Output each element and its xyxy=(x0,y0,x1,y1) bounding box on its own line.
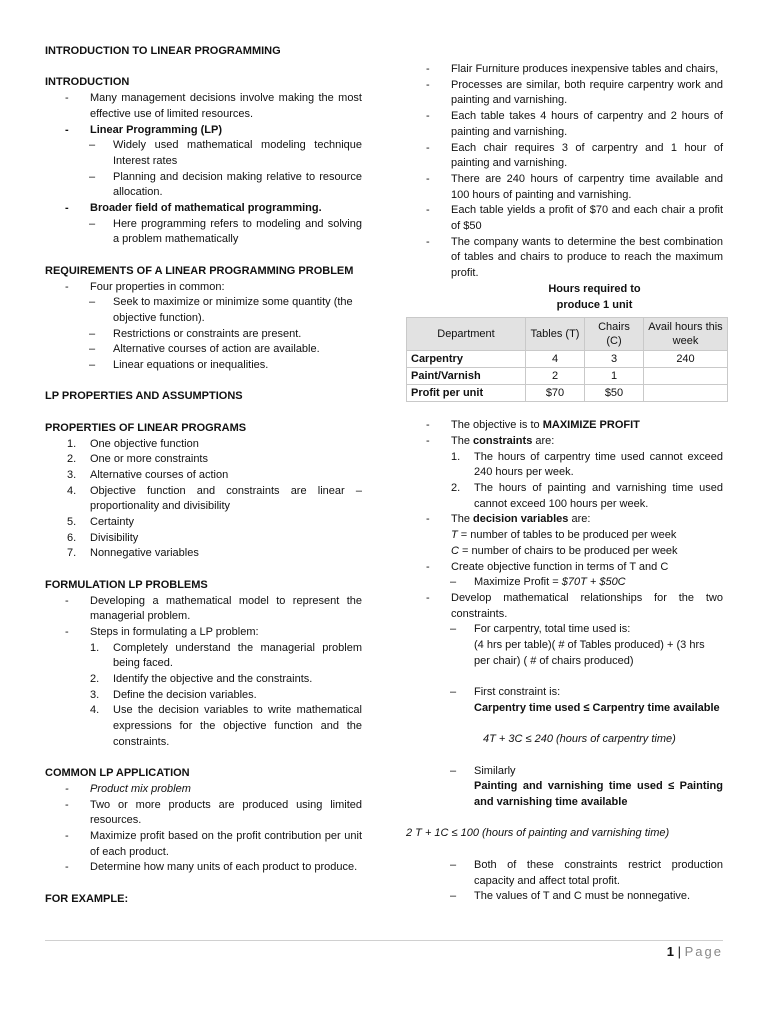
list-item: – Here programming refers to modeling and solving a problem mathematically xyxy=(89,217,362,246)
list-item: - Steps in formulating a LP problem: xyxy=(65,625,259,638)
table-cell xyxy=(644,385,728,402)
list-item: – First constraint is: xyxy=(450,686,561,699)
carpentry-equation: 4T + 3C ≤ 240 (hours of carpentry time) xyxy=(483,733,676,746)
list-item: 2. The hours of painting and varnishing time used cannot exceed 100 hours per week. xyxy=(451,482,723,510)
requirements-heading: REQUIREMENTS OF A LINEAR PROGRAMMING PROBLEM xyxy=(45,264,354,277)
list-item: - The company wants to determine the best combination of tables and chairs to produce to reach the maximum profit. xyxy=(426,235,723,280)
list-item: - Product mix problem xyxy=(65,782,191,795)
list-item: - Many management decisions involve making the most effective use of limited resources. xyxy=(65,92,362,120)
list-item: - Linear Programming (LP) xyxy=(65,123,223,136)
list-item: 6. Divisibility xyxy=(67,531,139,544)
list-item: – Both of these constraints restrict production capacity and affect total profit. xyxy=(450,858,723,887)
table-header-row xyxy=(407,318,728,351)
table-cell: 240 xyxy=(644,351,728,368)
list-item: – Alternative courses of action are available. xyxy=(89,343,320,356)
example-heading: FOR EXAMPLE: xyxy=(45,892,129,905)
department-hours-table xyxy=(406,317,728,402)
table-cell: Profit per unit xyxy=(407,385,526,402)
list-item: – Maximize Profit = $70T + $50C xyxy=(450,576,626,589)
list-item: 4. Objective function and constraints are linear – proportionality and divisibility xyxy=(67,484,362,513)
list-item: - Create objective function in terms of T and C xyxy=(426,560,669,573)
list-item: - Develop mathematical relationships for the two constraints. xyxy=(426,591,723,620)
list-item: - Each chair requires 3 of carpentry and 1 hour of painting and varnishing. xyxy=(426,141,723,170)
table-cell: 1 xyxy=(585,368,644,385)
table-cell: $50 xyxy=(585,385,644,402)
list-item: - The constraints are: xyxy=(426,434,555,447)
document-title: INTRODUCTION TO LINEAR PROGRAMMING xyxy=(45,45,281,57)
list-item: - Processes are similar, both require carpentry work and painting and varnishing. xyxy=(426,78,723,107)
table-caption-line-1: Hours required to xyxy=(548,282,641,295)
table-header-cell: Department xyxy=(407,318,526,351)
list-item: 1. Completely understand the managerial problem being faced. xyxy=(90,641,362,670)
list-item: - Developing a mathematical model to represent the managerial problem. xyxy=(65,594,362,623)
table-row xyxy=(407,351,728,368)
first-constraint-statement: Carpentry time used ≤ Carpentry time available xyxy=(474,701,720,714)
list-item: - Each table takes 4 hours of carpentry and 2 hours of painting and varnishing. xyxy=(426,110,723,138)
list-item: - Four properties in common: xyxy=(65,280,225,293)
painting-equation: 2 T + 1C ≤ 100 (hours of painting and varnishing time) xyxy=(406,827,670,840)
properties-assumptions-heading: LP PROPERTIES AND ASSUMPTIONS xyxy=(45,390,243,403)
list-item: – Similarly xyxy=(450,764,516,777)
carpentry-formula: (4 hrs per table)( # of Tables produced) + (3 hrs per chair) ( # of chairs produced) xyxy=(474,639,705,667)
list-item: - There are 240 hours of carpentry time available and 100 hours of painting and varnishing. xyxy=(426,172,723,201)
list-item: 7. Nonnegative variables xyxy=(67,547,199,560)
list-item: - The objective is to MAXIMIZE PROFIT xyxy=(426,419,640,432)
table-caption-line-2: produce 1 unit xyxy=(556,298,633,311)
table-cell: 4 xyxy=(526,351,585,368)
list-item: 4. Use the decision variables to write mathematical expressions for the objective function and the constraints. xyxy=(90,704,362,748)
list-item: - Determine how many units of each product to produce. xyxy=(65,861,358,874)
table-cell: $70 xyxy=(526,385,585,402)
page-number: 1 | Page xyxy=(666,944,723,959)
list-item: 1. One objective function xyxy=(67,437,199,450)
list-item: 2. Identify the objective and the constraints. xyxy=(90,673,313,686)
intro-heading: INTRODUCTION xyxy=(45,76,130,89)
table-row xyxy=(407,385,728,402)
left-column xyxy=(45,44,362,908)
variable-definition: C = number of chairs to be produced per week xyxy=(451,544,678,557)
common-application-heading: COMMON LP APPLICATION xyxy=(45,767,190,780)
list-item: – Widely used mathematical modeling technique Interest rates xyxy=(89,139,362,167)
list-item: – Linear equations or inequalities. xyxy=(89,359,269,372)
table-cell: Carpentry xyxy=(407,351,526,368)
list-item: 3. Define the decision variables. xyxy=(90,688,257,701)
list-item: - Each table yields a profit of $70 and each chair a profit of $50 xyxy=(426,204,723,233)
list-item: – Restrictions or constraints are present. xyxy=(89,327,302,340)
properties-heading: PROPERTIES OF LINEAR PROGRAMS xyxy=(45,421,247,434)
table-header-cell: Chairs (C) xyxy=(585,318,644,351)
table-cell xyxy=(644,368,728,385)
table-header-cell: Tables (T) xyxy=(526,318,585,351)
formulation-heading: FORMULATION LP PROBLEMS xyxy=(45,578,208,591)
table-row xyxy=(407,368,728,385)
table-cell: 3 xyxy=(585,351,644,368)
list-item: 5. Certainty xyxy=(67,516,135,529)
list-item: – Seek to maximize or minimize some quantity (the objective function). xyxy=(89,296,353,324)
list-item: 2. One or more constraints xyxy=(67,453,208,466)
list-item: - Flair Furniture produces inexpensive tables and chairs, xyxy=(426,63,719,75)
second-constraint-statement: Painting and varnishing time used ≤ Painting and varnishing time available xyxy=(474,780,723,809)
list-item: - Broader field of mathematical programming. xyxy=(65,202,322,215)
list-item: 3. Alternative courses of action xyxy=(67,468,229,481)
list-item: 1. The hours of carpentry time used cannot exceed 240 hours per week. xyxy=(451,450,723,479)
table-header-cell: Avail hours this week xyxy=(644,318,728,351)
list-item: - Two or more products are produced using limited resources. xyxy=(65,798,362,827)
list-item: – Planning and decision making relative to resource allocation. xyxy=(89,170,362,199)
list-item: - The decision variables are: xyxy=(426,513,591,526)
right-column xyxy=(406,62,723,905)
table-cell: 2 xyxy=(526,368,585,385)
list-item: – The values of T and C must be nonnegative. xyxy=(450,890,691,903)
footer-divider xyxy=(45,940,723,941)
list-item: – For carpentry, total time used is: xyxy=(450,623,631,636)
list-item: - Maximize profit based on the profit contribution per unit of each product. xyxy=(65,830,362,858)
table-cell: Paint/Varnish xyxy=(407,368,526,385)
variable-definition: T = number of tables to be produced per week xyxy=(451,529,677,542)
